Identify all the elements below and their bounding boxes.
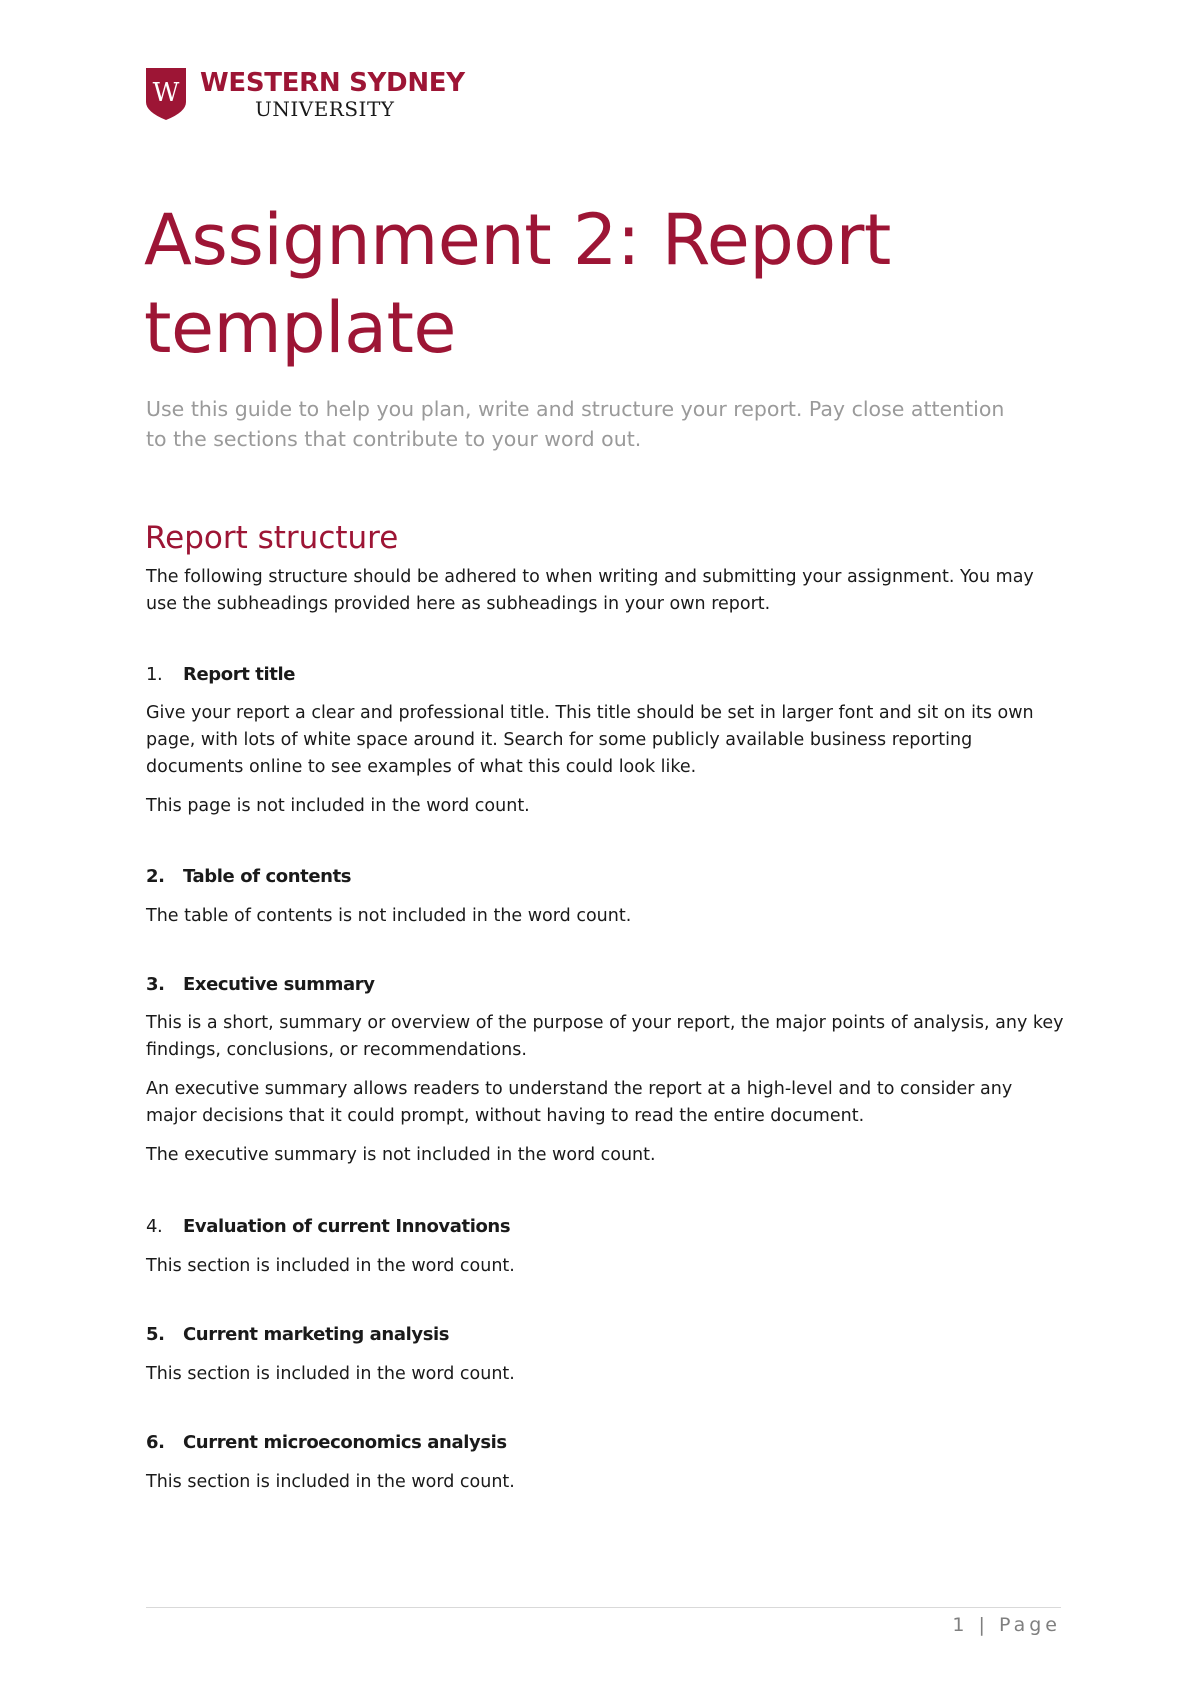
list-item — [146, 972, 1066, 1169]
item-paragraph: Give your report a clear and professional title. This title should be set in larger font and sit on its own page, with lots of white space around it. Search for some publicly available business reporting documents online to see examples of what this could look like. — [146, 703, 1034, 777]
document-title: Assignment 2: Report template — [144, 199, 891, 369]
list-item — [146, 1322, 1066, 1388]
item-paragraph: This section is included in the word count. — [146, 1472, 515, 1492]
section-heading: Report structure — [145, 520, 399, 556]
logo-wordmark — [200, 68, 465, 120]
item-number: 4. — [146, 1216, 163, 1237]
item-paragraph: This is a short, summary or overview of the purpose of your report, the major points of analysis, any key findings, conclusions, or recommendations. — [146, 1013, 1064, 1060]
lead-paragraph: The following structure should be adhered to when writing and submitting your assignment. You may use the subheadings provided here as subheadings in your own report. — [146, 567, 1034, 614]
item-heading — [146, 1214, 1066, 1240]
item-paragraph: An executive summary allows readers to understand the report at a high-level and to consider any major decisions that it could prompt, without having to read the entire document. — [146, 1079, 1013, 1126]
item-title: Report title — [183, 664, 296, 685]
item-title: Current microeconomics analysis — [183, 1432, 507, 1453]
item-heading — [146, 972, 1066, 998]
item-number: 2. — [146, 866, 165, 887]
item-paragraph: The executive summary is not included in the word count. — [146, 1145, 656, 1165]
item-heading — [146, 1430, 1066, 1456]
shield-logo-icon — [146, 68, 186, 120]
item-heading — [146, 662, 1066, 688]
item-number: 1. — [146, 664, 163, 685]
list-item — [146, 662, 1066, 820]
university-logo — [146, 68, 465, 122]
page-number: 1 | Page — [952, 1614, 1061, 1636]
item-number: 5. — [146, 1324, 165, 1345]
item-number: 6. — [146, 1432, 165, 1453]
logo-name: WESTERN SYDNEY — [200, 68, 465, 98]
item-paragraph: This section is included in the word count. — [146, 1256, 515, 1276]
list-item — [146, 1214, 1066, 1280]
list-item — [146, 1430, 1066, 1496]
item-paragraph: The table of contents is not included in the word count. — [146, 906, 632, 926]
item-heading — [146, 864, 1066, 890]
item-paragraph: This section is included in the word count. — [146, 1364, 515, 1384]
logo-letter: W — [152, 78, 180, 108]
item-number: 3. — [146, 974, 165, 995]
footer-divider — [146, 1607, 1061, 1608]
intro-text: Use this guide to help you plan, write and structure your report. Pay close attention to the sections that contribute to your word out. — [146, 397, 1005, 451]
item-paragraph: This page is not included in the word count. — [146, 796, 530, 816]
item-title: Executive summary — [183, 974, 375, 995]
item-heading — [146, 1322, 1066, 1348]
item-title: Evaluation of current Innovations — [183, 1216, 511, 1237]
item-title: Current marketing analysis — [183, 1324, 450, 1345]
list-item — [146, 864, 1066, 930]
item-title: Table of contents — [183, 866, 352, 887]
logo-subtitle: UNIVERSITY — [255, 97, 395, 121]
